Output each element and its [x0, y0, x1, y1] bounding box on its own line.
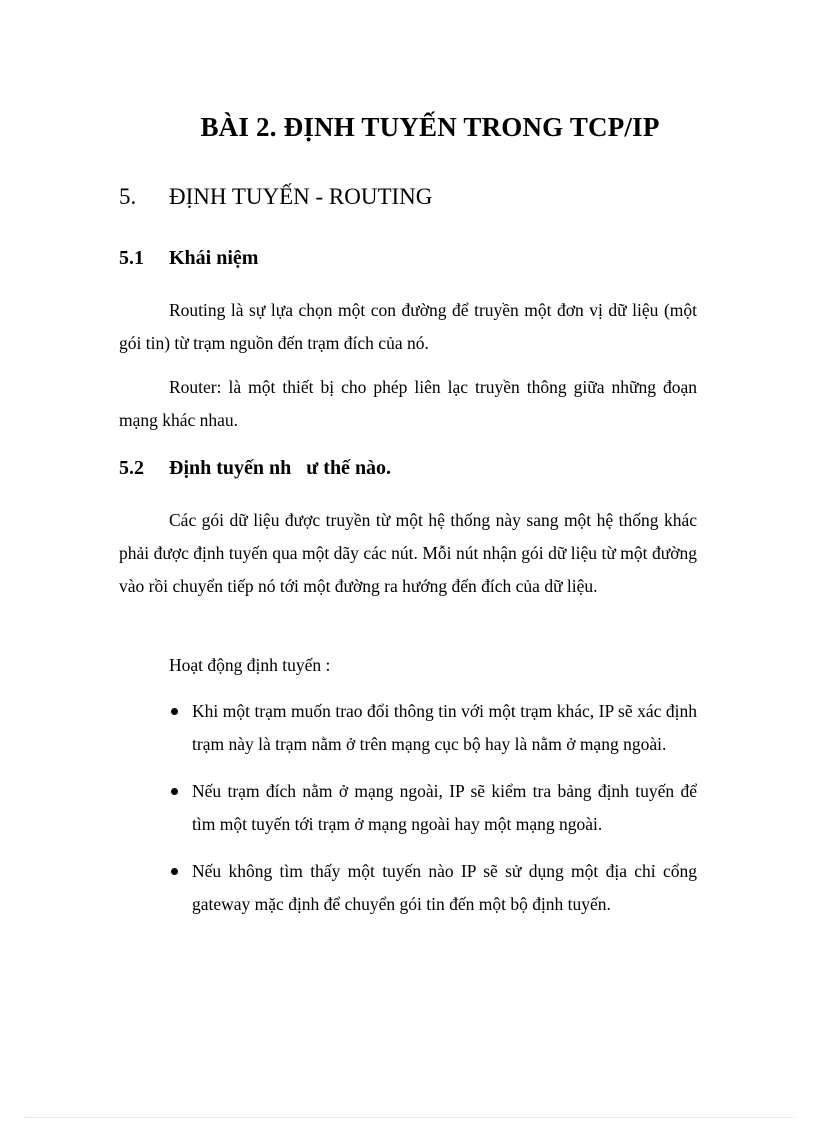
- section-title: ĐỊNH TUYẾN - ROUTING: [169, 184, 433, 209]
- subsection-heading-5-2: [119, 457, 391, 480]
- list-item: [119, 775, 697, 841]
- page-bottom-divider: [24, 1117, 794, 1118]
- list-item: [119, 695, 697, 761]
- list-item-text: Nếu trạm đích nằm ở mạng ngoài, IP sẽ kiểm tra bảng định tuyến để tìm một tuyến tới trạm ở mạng ngoài hay một mạng ngoài.: [192, 781, 697, 834]
- bullet-icon: [171, 708, 178, 715]
- paragraph-routing-activity: Hoạt động định tuyến :: [169, 655, 331, 675]
- list-item-text: Khi một trạm muốn trao đổi thông tin với một trạm khác, IP sẽ xác định trạm này là trạm nằm ở trên mạng cục bộ hay là nằm ở mạng ngoài.: [192, 701, 697, 754]
- bullet-icon: [171, 788, 178, 795]
- section-heading: [119, 184, 432, 210]
- subsection-heading-5-1: [119, 247, 258, 270]
- list-item-text: Nếu không tìm thấy một tuyến nào IP sẽ sử dụng một địa chỉ cổng gateway mặc định để chuyển gói tin đến một bộ định tuyến.: [192, 861, 697, 914]
- subsection-number: 5.2: [119, 457, 144, 479]
- document-title: BÀI 2. ĐỊNH TUYẾN TRONG TCP/IP: [200, 112, 660, 142]
- subsection-title: Khái niệm: [169, 247, 259, 269]
- subsection-title: Định tuyến nh ư thế nào.: [169, 457, 392, 479]
- routing-steps-list: [119, 695, 697, 935]
- paragraph-routing-process: Các gói dữ liệu được truyền từ một hệ thống này sang một hệ thống khác phải được định tuyến qua một dãy các nút. Mỗi nút nhận gói dữ liệu từ một đường vào rồi chuyển tiếp nó tới một đường ra hướng đến đích của dữ liệu.: [119, 510, 697, 596]
- paragraph-routing-definition: Routing là sự lựa chọn một con đường để truyền một đơn vị dữ liệu (một gói tin) từ trạm nguồn đến trạm đích của nó.: [119, 300, 697, 353]
- section-number: 5.: [119, 184, 137, 209]
- paragraph-router-definition: Router: là một thiết bị cho phép liên lạc truyền thông giữa những đoạn mạng khác nhau.: [119, 377, 697, 430]
- list-item: [119, 855, 697, 921]
- subsection-number: 5.1: [119, 247, 144, 269]
- bullet-icon: [171, 868, 178, 875]
